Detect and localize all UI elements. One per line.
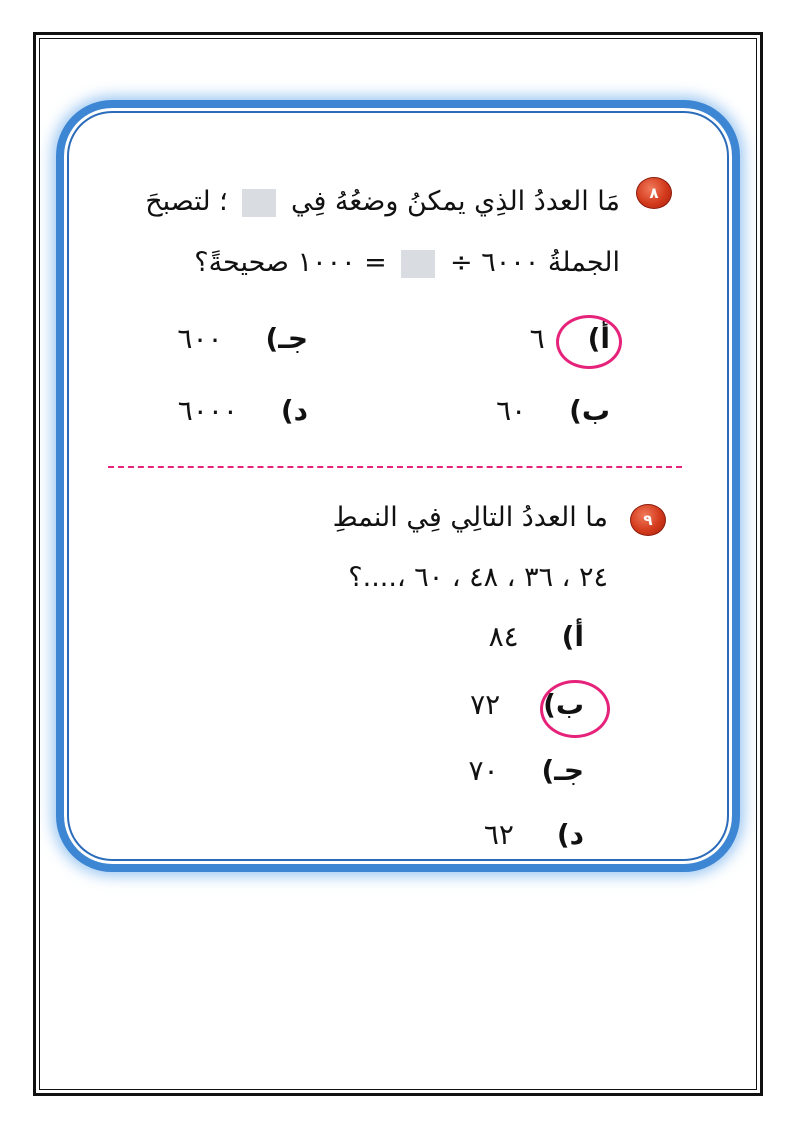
- q8-option-b[interactable]: [496, 394, 610, 427]
- q9-option-a-value: ٨٤: [488, 620, 519, 653]
- q8-option-d-label: د): [280, 394, 308, 427]
- question-divider: [108, 466, 682, 468]
- q8-option-b-label: ب): [569, 394, 610, 427]
- q9-option-d-value: ٦٢: [483, 818, 514, 851]
- q9-option-a[interactable]: [489, 620, 584, 653]
- q9-option-a-label: أ): [561, 620, 584, 653]
- blank-box-2: [401, 250, 435, 278]
- q9-option-d[interactable]: [484, 818, 584, 851]
- q8-option-c-label: جـ): [265, 322, 308, 355]
- question-8-line1-start: مَا العددُ الذِي يمكنُ وضعُهُ فِي: [290, 186, 620, 217]
- question-8-line2-start: الجملةُ ٦٠٠٠ ÷: [450, 247, 620, 278]
- question-8-line2: [194, 247, 620, 278]
- question-8-line1: [145, 186, 620, 217]
- question-9-line2: ٢٤ ، ٣٦ ، ٤٨ ، ٦٠ ،....؟: [348, 562, 608, 593]
- q9-option-c-value: ٧٠: [468, 754, 499, 787]
- q8-option-c[interactable]: [177, 322, 308, 355]
- q9-option-b-label: ب): [543, 688, 584, 721]
- q8-selected-circle: [556, 315, 622, 369]
- q8-option-b-value: ٦٠: [496, 394, 527, 427]
- q8-option-a-value: ٦: [529, 322, 545, 355]
- blank-box-1: [242, 189, 276, 217]
- q9-option-c-label: جـ): [541, 754, 584, 787]
- q8-option-a-label: أ): [587, 322, 610, 355]
- q8-option-d[interactable]: [178, 394, 308, 427]
- question-8-line1-end: ؛ لتصبحَ: [145, 186, 228, 217]
- question-9-line1: ما العددُ التالِي فِي النمطِ: [332, 502, 608, 533]
- q9-option-c[interactable]: [468, 754, 584, 787]
- q9-selected-circle: [540, 680, 610, 738]
- q8-option-c-value: ٦٠٠: [177, 322, 223, 355]
- q9-option-b-value: ٧٢: [470, 688, 501, 721]
- q8-option-d-value: ٦٠٠٠: [177, 394, 238, 427]
- q9-option-d-label: د): [556, 818, 584, 851]
- question-8-badge: ٨: [636, 177, 672, 209]
- question-9-badge: ٩: [630, 504, 666, 536]
- question-8-line2-end: = ١٠٠٠ صحيحةً؟: [194, 247, 387, 278]
